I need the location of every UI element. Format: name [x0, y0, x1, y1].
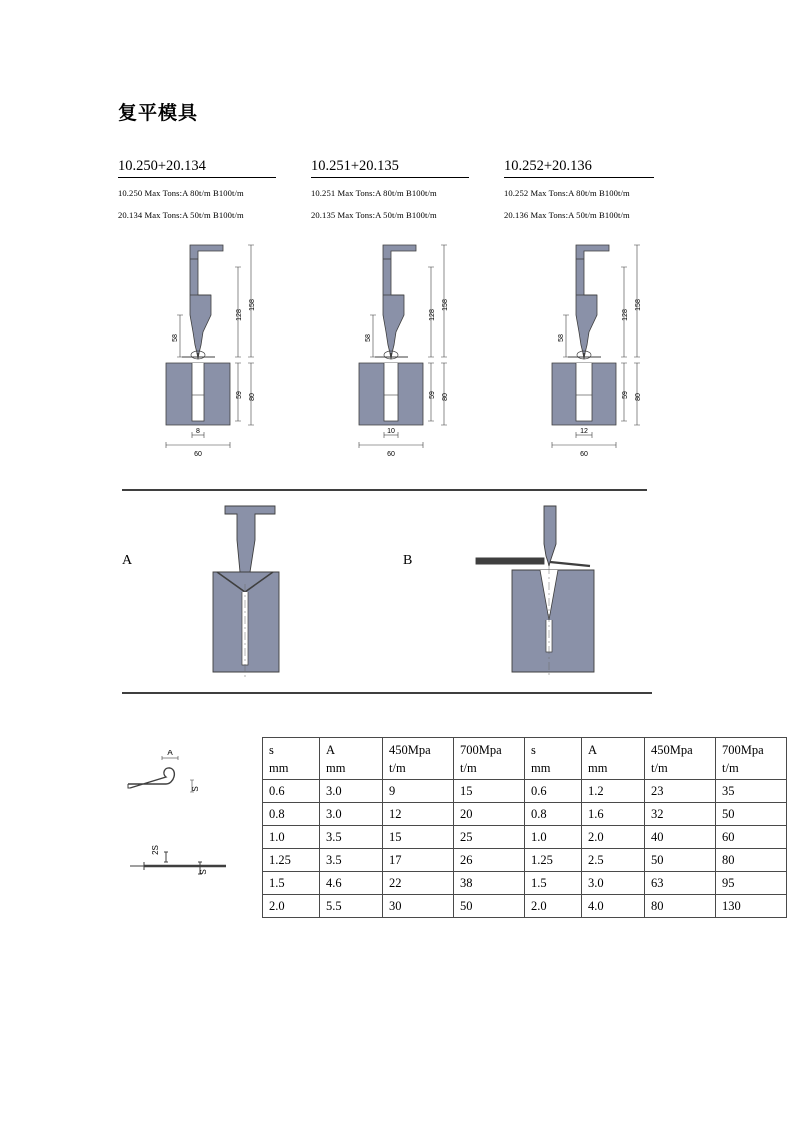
dim-die-mid: 59 — [236, 391, 243, 399]
dim-die-width: 60 — [194, 451, 202, 458]
cell: 50 — [716, 803, 787, 826]
table-header-row — [263, 738, 787, 780]
profile-dim-s: S — [191, 786, 200, 792]
col-header-s-right: s mm — [525, 738, 582, 780]
col-header-a-left: A mm — [320, 738, 383, 780]
col-header-a-right: A mm — [582, 738, 645, 780]
tooling-drawing-2 — [311, 235, 501, 460]
cell: 32 — [645, 803, 716, 826]
cell: 23 — [645, 780, 716, 803]
dim-punch-total: 158 — [249, 299, 256, 311]
col-header-700mpa-left: 700Mpa t/m — [454, 738, 525, 780]
page-title: 复平模具 — [118, 102, 199, 124]
product-column-2 — [311, 158, 496, 220]
col-header-700mpa-right: 700Mpa t/m — [716, 738, 787, 780]
dim-punch-small: 58 — [558, 334, 565, 342]
cell: 63 — [645, 872, 716, 895]
cell: 0.8 — [525, 803, 582, 826]
cell: 0.8 — [263, 803, 320, 826]
table-row — [263, 849, 787, 872]
cell: 4.0 — [582, 895, 645, 918]
cell: 2.0 — [582, 826, 645, 849]
product-column-3 — [504, 158, 689, 220]
product-column-1 — [118, 158, 303, 220]
cell: 1.6 — [582, 803, 645, 826]
dim-die-total: 80 — [635, 393, 642, 401]
dim-die-width: 60 — [580, 451, 588, 458]
cell: 5.5 — [320, 895, 383, 918]
cell: 1.25 — [525, 849, 582, 872]
cell: 15 — [454, 780, 525, 803]
cell: 80 — [716, 849, 787, 872]
stage-b-figure — [470, 500, 640, 680]
dim-die-v: 10 — [387, 428, 395, 435]
cell: 3.5 — [320, 826, 383, 849]
cell: 0.6 — [263, 780, 320, 803]
cell: 0.6 — [525, 780, 582, 803]
cell: 15 — [383, 826, 454, 849]
dim-die-width: 60 — [387, 451, 395, 458]
cell: 12 — [383, 803, 454, 826]
tonnage-table — [262, 737, 787, 918]
col-header-450mpa-right: 450Mpa t/m — [645, 738, 716, 780]
product-code: 10.252+20.136 — [504, 158, 654, 178]
dim-punch-total: 158 — [442, 299, 449, 311]
cell: 1.5 — [263, 872, 320, 895]
cell: 30 — [383, 895, 454, 918]
cell: 95 — [716, 872, 787, 895]
dim-die-v: 8 — [196, 428, 200, 435]
cell: 1.5 — [525, 872, 582, 895]
product-spec-line: 10.251 Max Tons:A 80t/m B100t/m — [311, 188, 437, 198]
col-header-450mpa-left: 450Mpa t/m — [383, 738, 454, 780]
table-row — [263, 780, 787, 803]
product-spec-line: 10.250 Max Tons:A 80t/m B100t/m — [118, 188, 244, 198]
cell: 3.0 — [582, 872, 645, 895]
section-divider-top — [122, 489, 647, 491]
product-code: 10.251+20.135 — [311, 158, 469, 178]
product-spec-line: 20.135 Max Tons:A 50t/m B100t/m — [311, 210, 437, 220]
cell: 1.25 — [263, 849, 320, 872]
cell: 50 — [454, 895, 525, 918]
cell: 1.0 — [263, 826, 320, 849]
profile-dim-a: A — [167, 750, 173, 757]
profile-dim-2s: 2S — [151, 845, 160, 855]
cell: 4.6 — [320, 872, 383, 895]
cell: 1.0 — [525, 826, 582, 849]
profile-figure-hem-b — [122, 840, 242, 890]
stage-label-a: A — [122, 553, 133, 568]
cell: 60 — [716, 826, 787, 849]
cell: 20 — [454, 803, 525, 826]
cell: 3.0 — [320, 780, 383, 803]
cell: 80 — [645, 895, 716, 918]
section-divider-bottom — [122, 692, 652, 694]
product-spec-line: 20.134 Max Tons:A 50t/m B100t/m — [118, 210, 244, 220]
dim-punch-total: 158 — [635, 299, 642, 311]
cell: 22 — [383, 872, 454, 895]
cell: 26 — [454, 849, 525, 872]
tonnage-table-wrapper — [262, 737, 787, 918]
cell: 17 — [383, 849, 454, 872]
table-row — [263, 895, 787, 918]
cell: 38 — [454, 872, 525, 895]
stage-a-figure — [195, 500, 305, 680]
cell: 9 — [383, 780, 454, 803]
cell: 25 — [454, 826, 525, 849]
dim-punch-mid: 128 — [236, 309, 243, 321]
cell: 2.0 — [263, 895, 320, 918]
dim-die-mid: 59 — [622, 391, 629, 399]
cell: 3.0 — [320, 803, 383, 826]
cell: 40 — [645, 826, 716, 849]
table-row — [263, 826, 787, 849]
cell: 50 — [645, 849, 716, 872]
dim-die-mid: 59 — [429, 391, 436, 399]
product-code: 10.250+20.134 — [118, 158, 276, 178]
tooling-drawing-3 — [504, 235, 694, 460]
table-row — [263, 872, 787, 895]
cell: 1.2 — [582, 780, 645, 803]
dim-die-total: 80 — [442, 393, 449, 401]
col-header-s-left: s mm — [263, 738, 320, 780]
dim-punch-mid: 128 — [622, 309, 629, 321]
cell: 35 — [716, 780, 787, 803]
dim-die-v: 12 — [580, 428, 588, 435]
cell: 3.5 — [320, 849, 383, 872]
dim-punch-small: 58 — [172, 334, 179, 342]
table-row — [263, 803, 787, 826]
product-spec-line: 20.136 Max Tons:A 50t/m B100t/m — [504, 210, 630, 220]
cell: 2.5 — [582, 849, 645, 872]
tooling-drawing-1 — [118, 235, 308, 460]
cell: 130 — [716, 895, 787, 918]
product-spec-line: 10.252 Max Tons:A 80t/m B100t/m — [504, 188, 630, 198]
stage-label-b: B — [403, 553, 413, 568]
profile-figure-hem-a — [122, 750, 242, 810]
dim-punch-mid: 128 — [429, 309, 436, 321]
dim-die-total: 80 — [249, 393, 256, 401]
cell: 2.0 — [525, 895, 582, 918]
profile-dim-s: S — [199, 869, 208, 875]
dim-punch-small: 58 — [365, 334, 372, 342]
